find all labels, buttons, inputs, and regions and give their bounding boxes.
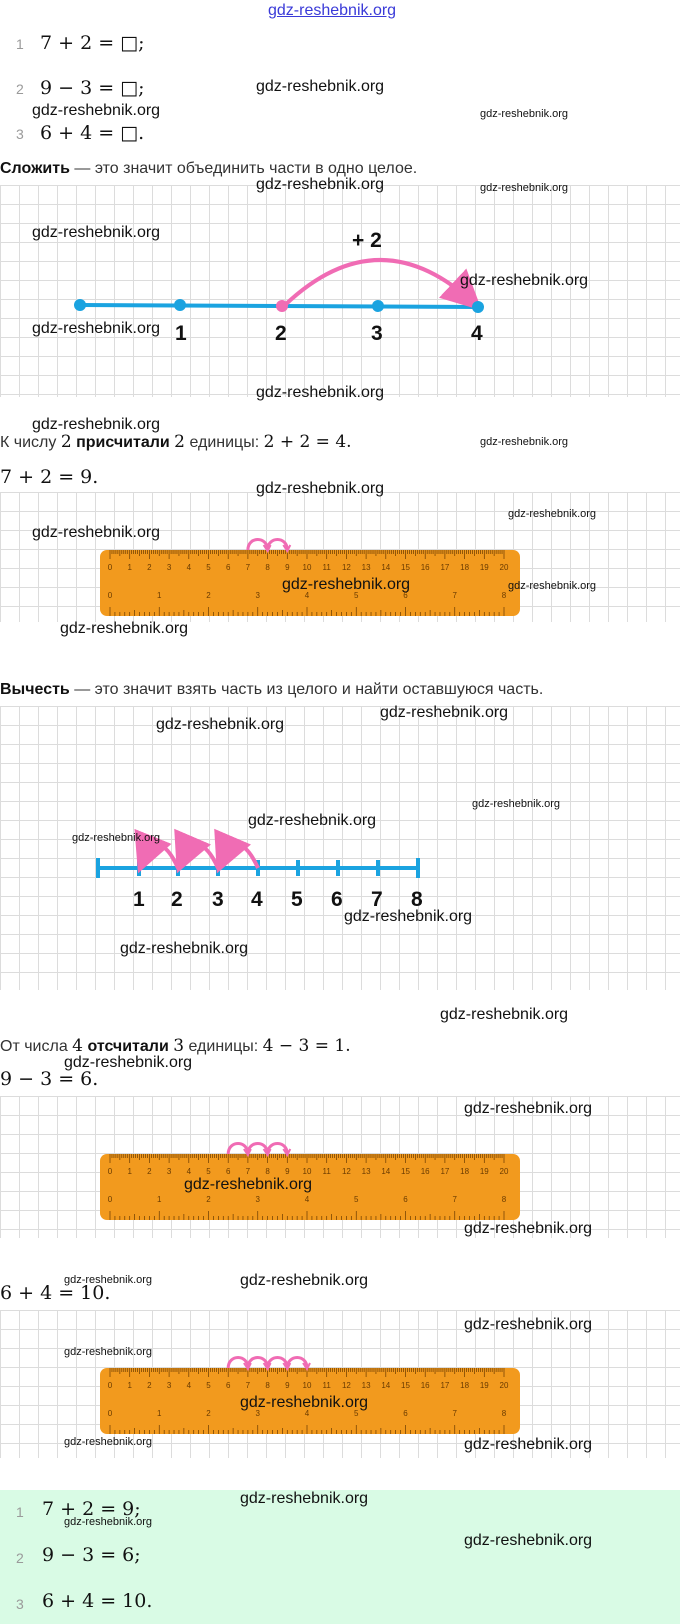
example-verb: отсчитали — [83, 1038, 174, 1055]
ruler-top-label: 6 — [225, 1381, 231, 1390]
line-label: 2 — [171, 888, 183, 911]
subtraction-number-line — [0, 706, 680, 990]
watermark: gdz-reshebnik.org — [508, 508, 597, 520]
arc-label: + 2 — [352, 229, 382, 252]
answer-expression: 9 − 3 = 6; — [42, 1544, 141, 1566]
ruler-top-label: 17 — [440, 563, 450, 572]
ruler-bottom-label: 5 — [354, 1409, 359, 1418]
ruler-top-label: 18 — [460, 1167, 470, 1176]
watermark: gdz-reshebnik.org — [72, 832, 161, 844]
ruler-top-label: 18 — [460, 563, 470, 572]
ruler-top-label: 13 — [361, 563, 371, 572]
ruler-top-label: 4 — [186, 563, 192, 572]
line-point — [74, 299, 86, 311]
line-point — [372, 300, 384, 312]
ruler-top-label: 10 — [302, 563, 312, 572]
ruler-jump-arc — [248, 540, 268, 551]
example-text: единицы: — [185, 434, 264, 451]
example-number: 2 — [174, 432, 185, 452]
ruler-bottom-label: 2 — [206, 591, 211, 600]
watermark: gdz-reshebnik.org — [64, 1346, 153, 1358]
ruler-top-label: 2 — [147, 563, 152, 572]
ruler-top-label: 0 — [107, 1381, 113, 1390]
ruler-top-label: 1 — [127, 563, 132, 572]
ruler-top-label: 5 — [206, 563, 211, 572]
watermark: gdz-reshebnik.org — [64, 1516, 153, 1528]
watermark: gdz-reshebnik.org — [344, 908, 473, 925]
watermark: gdz-reshebnik.org — [282, 576, 411, 593]
ruler-jump-arc — [268, 540, 288, 551]
ruler-bottom-label: 2 — [206, 1409, 211, 1418]
ruler-bottom-label: 0 — [107, 1409, 113, 1418]
ruler-top-label: 14 — [381, 1167, 391, 1176]
ruler-bottom-label: 3 — [255, 1409, 260, 1418]
line-point-start — [276, 300, 288, 312]
ruler-bottom-label: 4 — [304, 591, 310, 600]
watermark: gdz-reshebnik.org — [440, 1006, 569, 1023]
ruler-bottom-label: 2 — [206, 1195, 211, 1204]
line-label: 6 — [331, 888, 343, 911]
ruler-top-label: 1 — [127, 1381, 132, 1390]
example-text: единицы: — [184, 1038, 263, 1055]
ruler-bottom-label: 6 — [403, 591, 408, 600]
watermark: gdz-reshebnik.org — [184, 1176, 313, 1193]
ruler-bottom-label: 7 — [452, 1195, 457, 1204]
addition-diagram — [0, 185, 680, 397]
example-number: 3 — [173, 1036, 185, 1056]
ruler-top-label: 3 — [166, 563, 172, 572]
watermark: gdz-reshebnik.org — [464, 1220, 593, 1237]
ruler-bottom-label: 1 — [157, 1409, 162, 1418]
task-expression: 7 + 2 = □; — [40, 32, 145, 54]
solution-1: 7 + 2 = 9. — [0, 466, 99, 488]
minus-arc — [141, 845, 178, 868]
ruler-top-label: 9 — [285, 1167, 290, 1176]
addition-rule-term: Сложить — [0, 160, 70, 177]
ruler-top-label: 20 — [499, 1381, 509, 1390]
ruler-top-label: 14 — [381, 563, 391, 572]
watermark: gdz-reshebnik.org — [60, 620, 189, 637]
example-text: К числу — [0, 434, 61, 451]
minus-arc — [180, 845, 218, 868]
ruler-top-label: 19 — [479, 1167, 489, 1176]
ruler-bottom-label: 8 — [501, 1409, 507, 1418]
ruler-top-label: 12 — [341, 563, 351, 572]
ruler-jump-arc — [268, 1144, 288, 1155]
ruler-bottom-label: 4 — [304, 1195, 310, 1204]
ruler-top-label: 7 — [245, 1167, 251, 1176]
ruler-top-label: 10 — [302, 1381, 312, 1390]
watermark: gdz-reshebnik.org — [464, 1316, 593, 1333]
solution-3: 6 + 4 = 10. — [0, 1282, 111, 1304]
ruler-top-label: 14 — [381, 1381, 391, 1390]
ruler-bottom-label: 5 — [354, 591, 359, 600]
minus-arc — [220, 845, 258, 868]
ruler-top-label: 17 — [440, 1381, 450, 1390]
ruler-top-label: 12 — [341, 1167, 351, 1176]
ruler-top-label: 20 — [499, 1167, 509, 1176]
line-label: 1 — [175, 322, 187, 345]
watermark-top-link[interactable]: gdz-reshebnik.org — [268, 2, 397, 19]
line-label: 3 — [212, 888, 224, 911]
watermark: gdz-reshebnik.org — [240, 1272, 369, 1289]
ruler-top-label: 3 — [166, 1167, 172, 1176]
ruler-top-label: 6 — [225, 1167, 231, 1176]
line-label: 7 — [371, 888, 383, 911]
watermark: gdz-reshebnik.org — [64, 1274, 153, 1286]
ruler-bottom-label: 6 — [403, 1409, 408, 1418]
subtraction-rule-term: Вычесть — [0, 681, 70, 698]
line-point — [472, 301, 484, 313]
watermark: gdz-reshebnik.org — [464, 1100, 593, 1117]
answer-number: 2 — [16, 1550, 24, 1566]
watermark: gdz-reshebnik.org — [256, 480, 385, 497]
watermark: gdz-reshebnik.org — [472, 798, 561, 810]
ruler-jump-arc — [248, 1358, 268, 1369]
ruler-bottom-label: 7 — [452, 591, 457, 600]
ruler-bottom-label: 6 — [403, 1195, 408, 1204]
ruler-top-label: 20 — [499, 563, 509, 572]
line-label: 4 — [471, 322, 483, 345]
answers-panel — [0, 1490, 680, 1624]
ruler-bottom-label: 5 — [354, 1195, 359, 1204]
ruler-jump-arc — [228, 1358, 248, 1369]
line-label: 1 — [133, 888, 145, 911]
ruler-top-label: 5 — [206, 1381, 211, 1390]
watermark: gdz-reshebnik.org — [240, 1394, 369, 1411]
watermark: gdz-reshebnik.org — [64, 1054, 193, 1071]
answer-expression: 7 + 2 = 9; — [42, 1498, 141, 1520]
watermark: gdz-reshebnik.org — [32, 416, 161, 433]
example-number: 2 — [60, 432, 72, 452]
ruler-top-label: 8 — [265, 1381, 270, 1390]
task-number: 3 — [16, 126, 24, 142]
watermark: gdz-reshebnik.org — [32, 224, 161, 241]
ruler-top-label: 2 — [147, 1167, 152, 1176]
subtraction-rule — [0, 681, 543, 699]
watermark: gdz-reshebnik.org — [248, 812, 377, 829]
line-label: 3 — [371, 322, 383, 345]
ruler-top-label: 16 — [420, 563, 430, 572]
ruler-top-label: 19 — [479, 1381, 489, 1390]
addition-number-line — [0, 185, 680, 397]
ruler-top-label: 0 — [107, 563, 113, 572]
addition-rule-text: — это значит объединить части в одно целое. — [69, 160, 418, 177]
watermark: gdz-reshebnik.org — [256, 176, 385, 193]
ruler-top-label: 9 — [285, 563, 290, 572]
ruler-top-label: 7 — [245, 1381, 251, 1390]
watermark: gdz-reshebnik.org — [480, 108, 569, 120]
addition-example — [0, 432, 352, 452]
ruler-top-label: 1 — [127, 1167, 132, 1176]
task-number: 2 — [16, 81, 24, 97]
watermark: gdz-reshebnik.org — [240, 1490, 369, 1507]
example-number: 4 — [72, 1036, 83, 1056]
line-label: 8 — [411, 888, 423, 911]
line-label: 5 — [291, 888, 303, 911]
ruler-top-label: 4 — [186, 1167, 192, 1176]
ruler-top-label: 11 — [322, 1381, 331, 1390]
watermark: gdz-reshebnik.org — [480, 182, 569, 194]
subtraction-example — [0, 1036, 351, 1056]
ruler-top-label: 19 — [479, 563, 489, 572]
ruler-top-label: 6 — [225, 563, 231, 572]
ruler-top-label: 13 — [361, 1167, 371, 1176]
ruler-top-label: 4 — [186, 1381, 192, 1390]
ruler-top-label: 13 — [361, 1381, 371, 1390]
answer-expression: 6 + 4 = 10. — [42, 1590, 153, 1612]
ruler-bottom-label: 7 — [452, 1409, 457, 1418]
ruler-top-label: 9 — [285, 1381, 290, 1390]
ruler-top-label: 5 — [206, 1167, 211, 1176]
watermark: gdz-reshebnik.org — [256, 78, 385, 95]
ruler-bottom-label: 0 — [107, 1195, 113, 1204]
watermark: gdz-reshebnik.org — [64, 1436, 153, 1448]
solution-2: 9 − 3 = 6. — [0, 1068, 99, 1090]
ruler-top-label: 15 — [401, 1381, 410, 1390]
ruler-bottom-label: 3 — [255, 591, 260, 600]
example-expression: 4 − 3 = 1. — [262, 1036, 351, 1056]
ruler-bottom-label: 4 — [304, 1409, 310, 1418]
task-expression: 9 − 3 = □; — [40, 77, 145, 99]
ruler-bottom-label: 3 — [255, 1195, 260, 1204]
ruler-top-label: 16 — [420, 1167, 430, 1176]
task-expression: 6 + 4 = □. — [40, 122, 145, 144]
watermark: gdz-reshebnik.org — [460, 272, 589, 289]
watermark: gdz-reshebnik.org — [120, 940, 249, 957]
watermark: gdz-reshebnik.org — [32, 102, 161, 119]
line-point — [174, 299, 186, 311]
ruler-bottom-label: 1 — [157, 1195, 162, 1204]
line-label: 4 — [251, 888, 263, 911]
example-text: От числа — [0, 1038, 73, 1055]
ruler-jump-arc — [248, 1144, 268, 1155]
ruler-bottom-label: 1 — [157, 591, 162, 600]
watermark: gdz-reshebnik.org — [32, 524, 161, 541]
ruler-top-label: 18 — [460, 1381, 470, 1390]
ruler-top-label: 10 — [302, 1167, 312, 1176]
subtraction-diagram — [0, 706, 680, 990]
ruler-top-label: 8 — [265, 563, 270, 572]
task-number: 1 — [16, 36, 24, 52]
ruler-top-label: 16 — [420, 1381, 430, 1390]
answer-number: 1 — [16, 1504, 24, 1520]
ruler-top-label: 8 — [265, 1167, 270, 1176]
subtraction-rule-text: — это значит взять часть из целого и найти оставшуюся часть. — [69, 681, 544, 698]
ruler-top-label: 15 — [401, 1167, 410, 1176]
ruler-top-label: 11 — [322, 1167, 331, 1176]
line-label: 2 — [275, 322, 287, 345]
ruler-jump-arc — [287, 1358, 307, 1369]
ruler-top-label: 2 — [147, 1381, 152, 1390]
watermark: gdz-reshebnik.org — [32, 320, 161, 337]
ruler-bottom-label: 0 — [107, 591, 113, 600]
watermark: gdz-reshebnik.org — [480, 436, 569, 448]
ruler-bottom-label: 8 — [501, 591, 507, 600]
ruler-bottom-label: 8 — [501, 1195, 507, 1204]
watermark: gdz-reshebnik.org — [464, 1436, 593, 1453]
example-verb: присчитали — [71, 434, 175, 451]
ruler-jump-arc — [268, 1358, 288, 1369]
ruler-top-label: 11 — [322, 563, 331, 572]
example-expression: 2 + 2 = 4. — [263, 432, 352, 452]
ruler-top-label: 17 — [440, 1167, 450, 1176]
watermark: gdz-reshebnik.org — [156, 716, 285, 733]
answer-number: 3 — [16, 1596, 24, 1612]
ruler-top-label: 3 — [166, 1381, 172, 1390]
watermark: gdz-reshebnik.org — [380, 704, 509, 721]
ruler-top-label: 0 — [107, 1167, 113, 1176]
plus-two-arc — [285, 260, 476, 305]
watermark: gdz-reshebnik.org — [464, 1532, 593, 1549]
ruler-jump-arc — [228, 1144, 248, 1155]
watermark: gdz-reshebnik.org — [256, 384, 385, 401]
ruler-top-label: 12 — [341, 1381, 351, 1390]
ruler-top-label: 15 — [401, 563, 410, 572]
watermark: gdz-reshebnik.org — [508, 580, 597, 592]
ruler-top-label: 7 — [245, 563, 251, 572]
